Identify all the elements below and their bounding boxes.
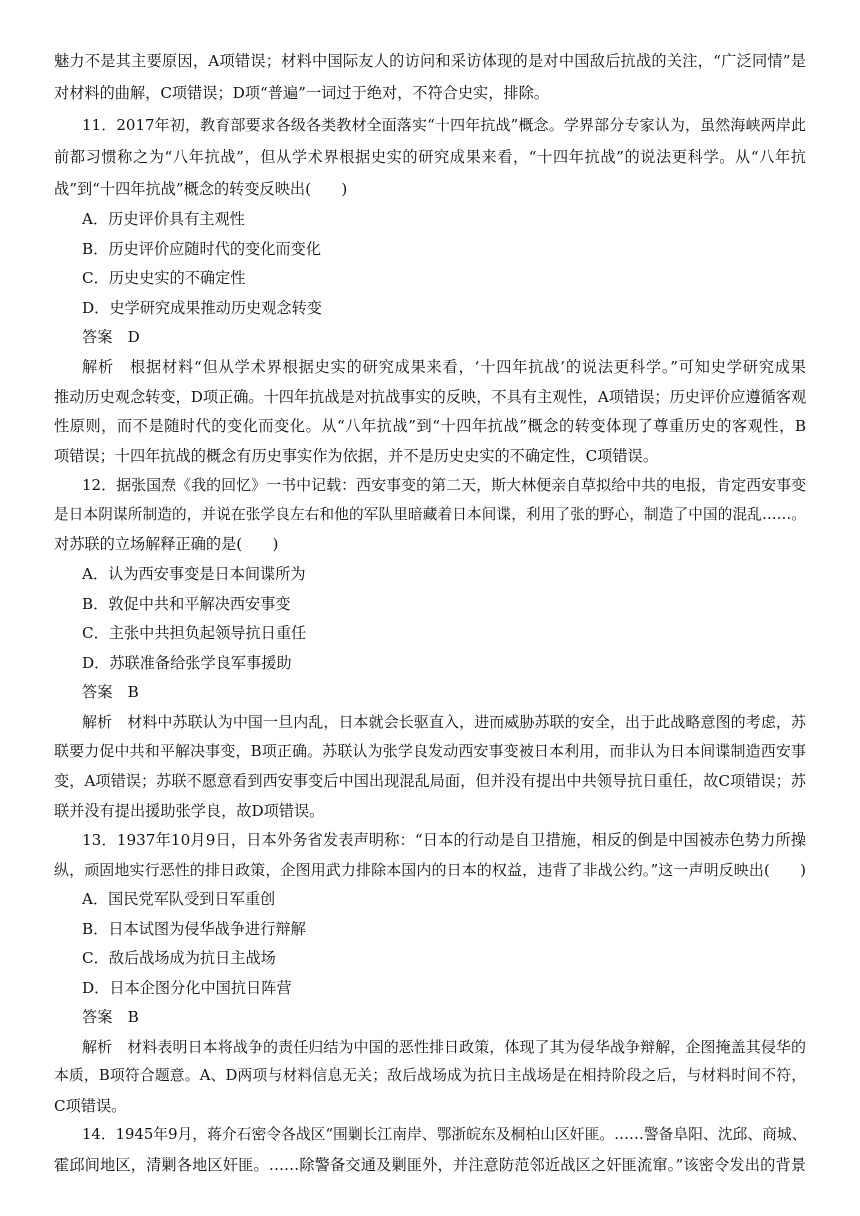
question-12-analysis: 变，A项错误；苏联不愿意看到西安事变后中国出现混乱局面，但并没有提出中共领导抗日重任，故C项错误；苏 [54,772,806,790]
question-11-stem: 前都习惯称之为“八年抗战”，但从学术界根据史实的研究成果来看，“十四年抗战”的说法更科学。从“八年抗 [54,148,806,166]
question-13-option-d: D．日本企图分化中国抗日阵营 [82,979,292,997]
question-12-answer: 答案 B [82,683,139,701]
question-12-option-c: C．主张中共担负起领导抗日重任 [82,624,307,642]
question-11-analysis: 解析 根据材料“但从学术界根据史实的研究成果来看，‘十四年抗战’的说法更科学。”可知史学研究成果 [82,358,806,376]
question-11-analysis: 推动历史观念转变，D项正确。十四年抗战是对抗战事实的反映，不具有主观性，A项错误；历史评价应遵循客观 [54,388,807,406]
question-12-option-b: B．敦促中共和平解决西安事变 [82,595,291,613]
question-11-option-a: A．历史评价具有主观性 [82,210,245,228]
question-11-stem: 战”到“十四年抗战”概念的转变反映出( ) [54,180,348,198]
question-11-answer: 答案 D [82,328,140,346]
question-12-analysis: 解析 材料中苏联认为中国一旦内乱，日本就会长驱直入，进而威胁苏联的安全，出于此战略意图的考虑，苏 [82,713,806,731]
paragraph-line: 魅力不是其主要原因，A项错误；材料中国际友人的访问和采访体现的是对中国敌后抗战的关注，“广泛同情”是 [54,52,806,70]
question-13-option-b: B．日本试图为侵华战争进行辩解 [82,920,306,938]
question-13-stem: 纵，顽固地实行恶性的排日政策，企图用武力排除本国内的日本的权益，违背了非战公约。”这一声明反映出( ) [54,861,806,879]
question-12-option-d: D．苏联准备给张学良军事援助 [82,654,292,672]
question-12-option-a: A．认为西安事变是日本间谍所为 [82,565,306,583]
question-11-option-d: D．史学研究成果推动历史观念转变 [82,299,322,317]
question-12-analysis: 联并没有提出援助张学良，故D项错误。 [54,802,325,820]
question-13-option-a: A．国民党军队受到日军重创 [82,890,276,908]
question-13-analysis: 解析 材料表明日本将战争的责任归结为中国的恶性排日政策，体现了其为侵华战争辩解，企图掩盖其侵华的 [82,1038,806,1056]
question-11-stem: 11．2017年初，教育部要求各级各类教材全面落实“十四年抗战”概念。学界部分专家认为，虽然海峡两岸此 [82,116,806,134]
question-14-stem: 14．1945年9月，蒋介石密令各战区“围剿长江南岸、鄂浙皖东及桐柏山区奸匪。……警备阜阳、沈邱、商城、 [82,1126,807,1143]
question-12-analysis: 联要力促中共和平解决事变，B项正确。苏联认为张学良发动西安事变被日本利用，而非认为日本间谍制造西安事 [54,742,806,760]
question-13-analysis: C项错误。 [54,1097,127,1115]
question-12-stem: 是日本阴谋所制造的，并说在张学良左右和他的军队里暗藏着日本间谍，利用了张的野心，制造了中国的混乱……。 [54,506,806,523]
question-13-option-c: C．敌后战场成为抗日主战场 [82,949,276,967]
question-11-option-b: B．历史评价应随时代的变化而变化 [82,240,321,258]
question-11-option-c: C．历史史实的不确定性 [82,269,246,287]
question-12-stem: 12．据张国焘《我的回忆》一书中记载：西安事变的第二天，斯大林便亲自草拟给中共的电报，肯定西安事变 [82,476,807,494]
question-13-stem: 13．1937年10月9日，日本外务省发表声明称：“日本的行动是自卫措施，相反的倒是中国被赤色势力所操 [82,831,806,849]
paragraph-line: 对材料的曲解，C项错误；D项“普遍”一词过于绝对，不符合史实，排除。 [54,84,549,102]
question-13-analysis: 本质，B项符合题意。A、D两项与材料信息无关；敌后战场成为抗日主战场是在相持阶段之后，与材料时间不符， [54,1067,806,1084]
question-11-analysis: 项错误；十四年抗战的概念有历史事实作为依据，并不是历史史实的不确定性，C项错误。 [54,447,658,465]
question-13-answer: 答案 B [82,1008,139,1026]
question-11-analysis: 性原则，而不是随时代的变化而变化。从“八年抗战”到“十四年抗战”概念的转变体现了尊重历史的客观性，B [54,417,806,435]
question-12-stem: 对苏联的立场解释正确的是( ) [54,535,279,553]
question-14-stem: 霍邱间地区，清剿各地区奸匪。……除警备交通及剿匪外，并注意防范邻近战区之奸匪流窜。”该密令发出的背景 [54,1156,806,1174]
